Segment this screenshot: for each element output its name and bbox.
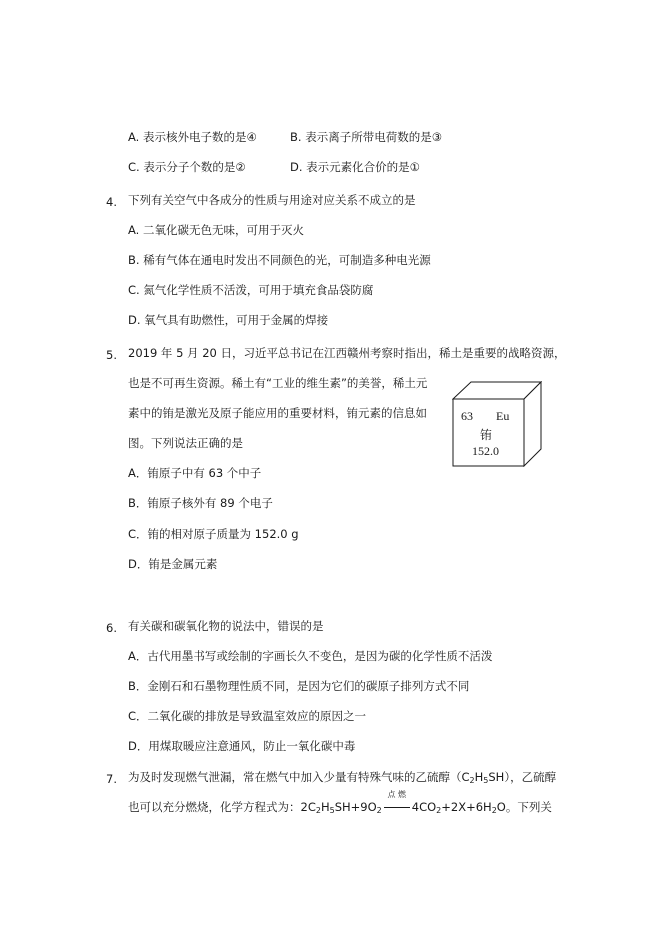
q4-option-c: C. 氮气化学性质不活泼，可用于填充食品袋防腐 — [128, 283, 374, 297]
element-name: 铕 — [480, 428, 493, 442]
q3-option-c: C. 表示分子个数的是② — [128, 160, 246, 174]
q4-stem: 下列有关空气中各成分的性质与用途对应关系不成立的是 — [128, 193, 416, 207]
q4-option-d: D. 氧气具有助燃性，可用于金属的焊接 — [128, 313, 329, 327]
q3-option-d: D. 表示元素化合价的是① — [290, 160, 420, 174]
q7-stem-line-2: 也可以充分燃烧，化学方程式为：$2C_2H_5SH+9O_2$ 点 燃 $4CO_2+2X+6H_2O$。下列关 — [128, 790, 552, 815]
q5-option-b: B．铕原子核外有 89 个电子 — [128, 496, 273, 510]
q6-option-b: B．金刚石和石墨物理性质不同，是因为它们的碳原子排列方式不同 — [128, 679, 470, 693]
q4-option-a: A. 二氧化碳无色无味，可用于灭火 — [128, 223, 304, 237]
q6-number: 6. — [106, 621, 117, 635]
q3-option-b: B. 表示离子所带电荷数的是③ — [290, 130, 443, 144]
q5-stem-line-1: 2019 年 5 月 20 日，习近平总书记在江西赣州考察时指出，稀土是重要的战略资源， — [128, 346, 566, 360]
q3-option-a: A. 表示核外电子数的是④ — [128, 130, 257, 144]
q5-stem-line-2: 也是不可再生资源。稀土有“工业的维生素”的美誉，稀土元 — [128, 376, 428, 390]
q4-number: 4. — [106, 195, 117, 209]
q6-option-a: A．古代用墨书写或绘制的字画长久不变色，是因为碳的化学性质不活泼 — [128, 649, 493, 663]
q6-stem: 有关碳和碳氧化物的说法中，错误的是 — [128, 619, 324, 633]
q6-option-d: D．用煤取暖应注意通风，防止一氧化碳中毒 — [128, 739, 356, 753]
element-mass: 152.0 — [472, 444, 499, 458]
reaction-condition: 点 燃 — [384, 799, 410, 815]
q6-option-c: C．二氧化碳的排放是导致温室效应的原因之一 — [128, 709, 367, 723]
element-atomic-number: 63 — [461, 409, 473, 423]
element-info-card — [452, 381, 542, 467]
q4-option-b: B. 稀有气体在通电时发出不同颜色的光，可制造多种电光源 — [128, 253, 431, 267]
q5-option-d: D．铕是金属元素 — [128, 557, 218, 571]
q7-stem-line-1: 为及时发现燃气泄漏，常在燃气中加入少量有特殊气味的乙硫醇$(C_2H_5SH)$，乙硫醇 — [128, 770, 557, 785]
q5-stem-line-3: 素中的铕是激光及原子能应用的重要材料，铕元素的信息如 — [128, 406, 427, 420]
q7-number: 7. — [106, 772, 117, 786]
q5-option-a: A．铕原子中有 63 个中子 — [128, 466, 262, 480]
q5-option-c: C．铕的相对原子质量为 152.0 g — [128, 527, 299, 541]
q5-number: 5. — [106, 348, 117, 362]
element-symbol: Eu — [496, 409, 510, 423]
q5-stem-line-4: 图。下列说法正确的是 — [128, 436, 243, 450]
